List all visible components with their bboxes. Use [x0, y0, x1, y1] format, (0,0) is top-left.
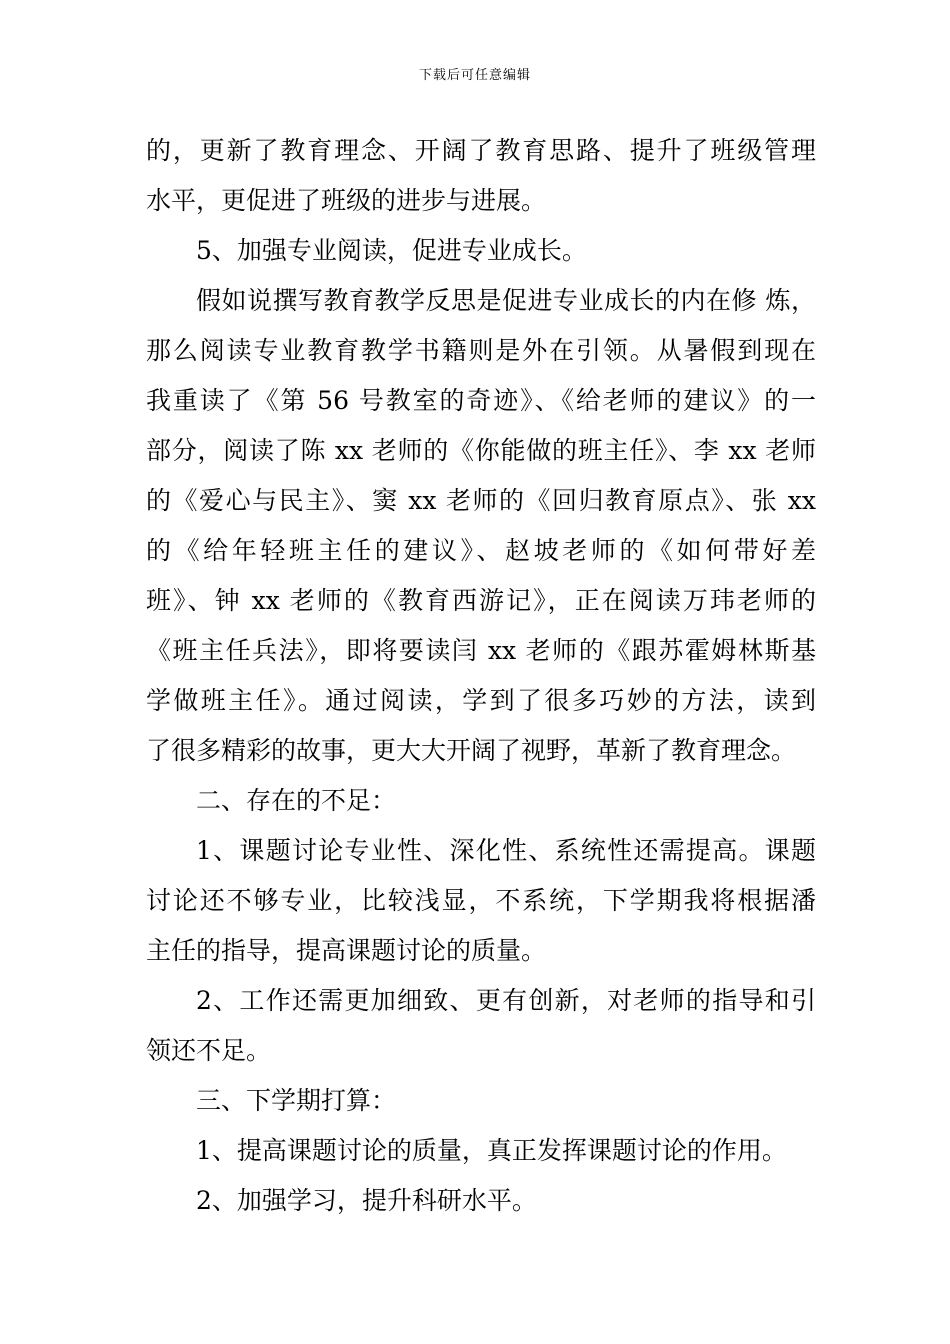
text-line: 二、存在的不足： [196, 786, 397, 815]
page-header: 下载后可任意编辑 [418, 68, 531, 83]
text-line: 2、工作还需更加细致、更有创新，对老师的指导和引 [196, 986, 816, 1015]
text-line: 班》、钟 xx 老师的《教育西游记》，正在阅读万玮老师的 [146, 586, 816, 615]
text-line: 5、加强专业阅读，促进专业成长。 [196, 236, 587, 265]
text-line: 2、加强学习，提升科研水平。 [196, 1186, 537, 1215]
paragraph-shortcoming-1 [146, 826, 816, 976]
paragraph-plan-1 [146, 1126, 816, 1176]
text-line: 我重读了《第 56 号教室的奇迹》、《给老师的建议》的一 [146, 386, 816, 415]
paragraph-plan-2 [146, 1176, 816, 1226]
text-line: 主任的指导，提高课题讨论的质量。 [146, 936, 547, 965]
text-line: 了很多精彩的故事，更大大开阔了视野，革新了教育理念。 [146, 736, 797, 765]
text-line: 水平，更促进了班级的进步与进展。 [146, 186, 547, 215]
text-line: 学做班主任》。通过阅读，学到了很多巧妙的方法，读到 [146, 686, 816, 715]
paragraph-reading [146, 276, 816, 776]
text-line: 领还不足。 [146, 1036, 272, 1065]
text-line: 的，更新了教育理念、开阔了教育思路、提升了班级管理 [146, 136, 816, 165]
text-line: 的《爱心与民主》、窦 xx 老师的《回归教育原点》、张 xx [146, 486, 816, 515]
text-line: 讨论还不够专业，比较浅显，不系统，下学期我将根据潘 [146, 886, 816, 915]
text-line: 部分，阅读了陈 xx 老师的《你能做的班主任》、李 xx 老师 [146, 436, 816, 465]
text-line: 的《给年轻班主任的建议》、赵坡老师的《如何带好差 [146, 536, 816, 565]
text-line: 1、提高课题讨论的质量，真正发挥课题讨论的作用。 [196, 1136, 787, 1165]
text-line: 《班主任兵法》，即将要读闫 xx 老师的《跟苏霍姆林斯基 [146, 636, 816, 665]
text-line: 那么阅读专业教育教学书籍则是外在引领。从暑假到现在 [146, 336, 816, 365]
text-line: 假如说撰写教育教学反思是促进专业成长的内在修 炼， [196, 286, 816, 315]
section-heading-reading [146, 226, 816, 276]
text-line: 三、下学期打算： [196, 1086, 397, 1115]
paragraph-shortcoming-2 [146, 976, 816, 1076]
text-line: 1、课题讨论专业性、深化性、系统性还需提高。课题 [196, 836, 816, 865]
paragraph-continuation [146, 126, 816, 226]
section-heading-plan [146, 1076, 816, 1126]
document-body [146, 126, 816, 1226]
section-heading-shortcomings [146, 776, 816, 826]
